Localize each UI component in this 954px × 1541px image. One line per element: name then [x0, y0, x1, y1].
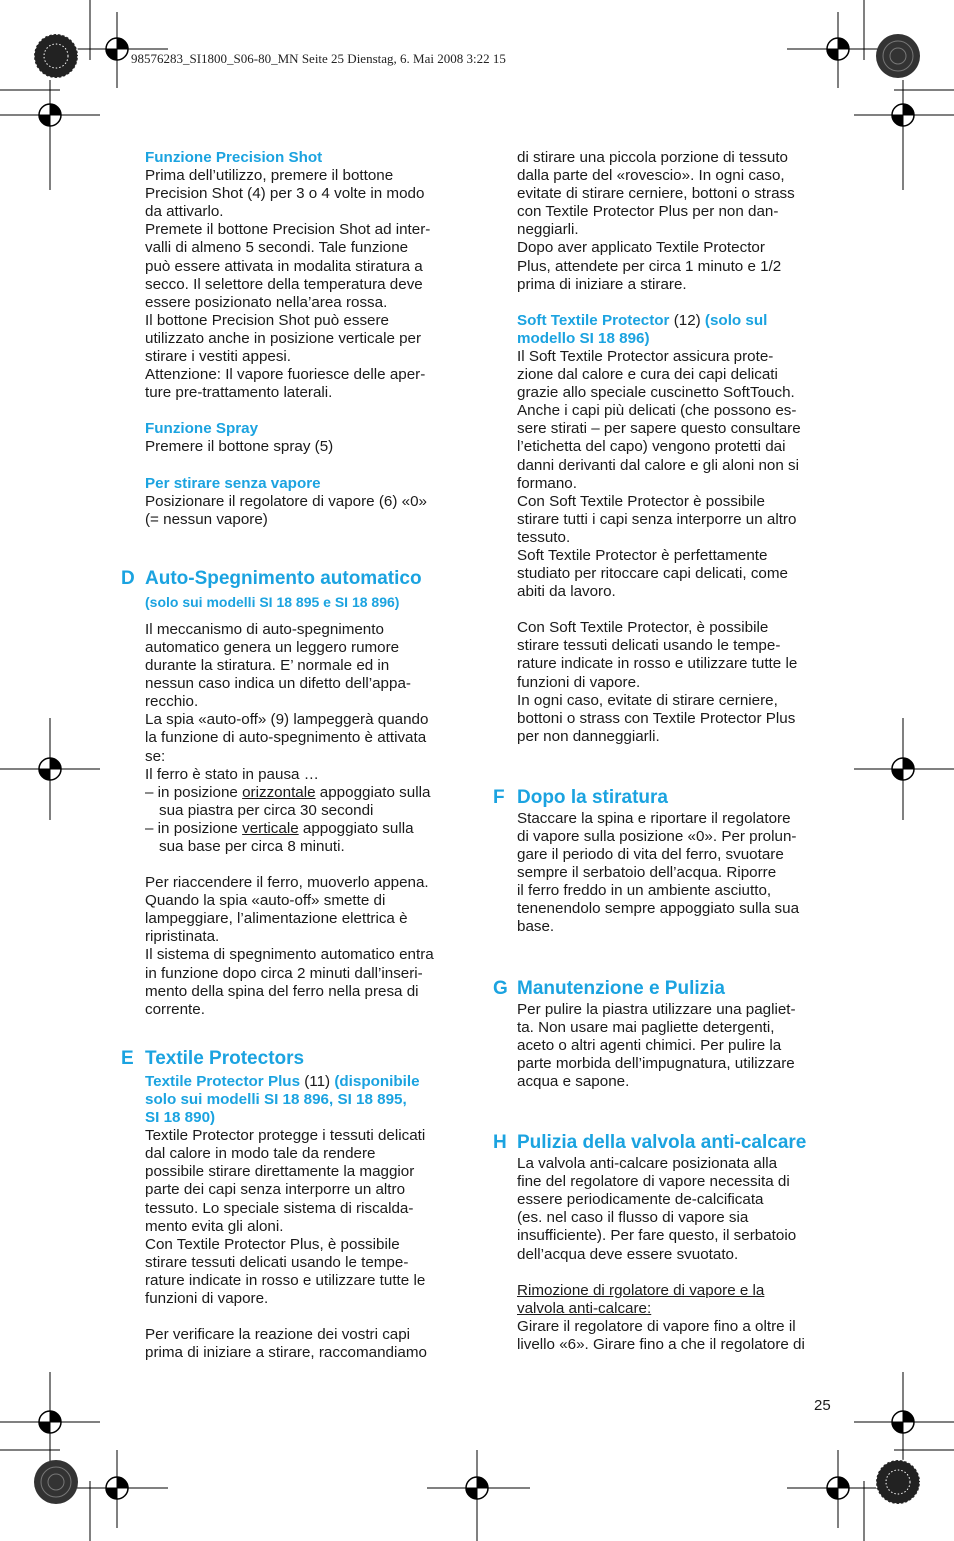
text-line: sempre il serbatoio dell’acqua. Riporre	[517, 864, 777, 882]
section-d-body1	[145, 621, 470, 784]
text-line: tessuto.	[517, 528, 571, 546]
text-line: lampeggiare, l’alimentazione elettrica è	[145, 910, 408, 928]
text-line: gare il periodo di vita del ferro, svuotare	[517, 846, 784, 864]
text-line: Premete il bottone Precision Shot ad inter-	[145, 221, 431, 239]
text-line: stirare tessuti delicati usando le tempe-	[517, 637, 781, 655]
text-line: Con Soft Textile Protector è possibile	[517, 492, 765, 510]
section-g-title: Manutenzione e Pulizia	[517, 977, 725, 999]
text-line: la funzione di auto-spegnimento è attivata	[145, 729, 427, 747]
text-line: prima di iniziare a stirare, raccomandiamo	[145, 1344, 427, 1362]
spray-title: Funzione Spray	[145, 420, 259, 438]
text-line: Il bottone Precision Shot può essere	[145, 311, 389, 329]
text-line: base.	[517, 918, 555, 936]
text-line: con Textile Protector Plus per non dan-	[517, 203, 779, 221]
section-d-letter: D	[121, 567, 135, 589]
text-line: formano.	[517, 474, 577, 492]
text-line: tenenendolo sempre appoggiato sulla sua	[517, 900, 800, 918]
section-h-heading	[493, 1131, 842, 1155]
textile-plus-avail-2: SI 18 890)	[145, 1109, 216, 1127]
bullet-horizontal: – in posizione orizzontale appoggiato sulla	[145, 783, 431, 801]
text-line: ta. Non usare mai pagliette detergenti,	[517, 1018, 775, 1036]
text-line: La spia «auto-off» (9) lampeggerà quando	[145, 711, 429, 729]
text-line: Precision Shot (4) per 3 o 4 volte in modo	[145, 185, 425, 203]
text-line: Il ferro è stato in pausa …	[145, 765, 319, 783]
text-line: Per pulire la piastra utilizzare una pagliet-	[517, 1000, 796, 1018]
text-line: l’etichetta del capo) vengono protetti dai	[517, 438, 786, 456]
text-line: danni derivanti dal calore e gli aloni non si	[517, 456, 799, 474]
text-line: prima di iniziare a stirare.	[517, 275, 687, 293]
text-line: tessuto. Lo speciale sistema di riscalda-	[145, 1199, 414, 1217]
text-line: evitate di stirare cerniere, bottoni o strass	[517, 185, 795, 203]
section-f-heading	[493, 786, 842, 810]
textile-plus-title: Textile Protector Plus (11) (disponibile	[145, 1072, 420, 1090]
section-e-heading	[121, 1047, 470, 1071]
text-line: (= nessun vapore)	[145, 510, 268, 528]
section-g-letter: G	[493, 977, 508, 999]
bullet-vertical: – in posizione verticale appoggiato sulla	[145, 819, 414, 837]
section-h-body1	[517, 1155, 842, 1264]
text-line: in funzione dopo circa 2 minuti dall’inseri-	[145, 964, 423, 982]
text-line: mento della spina del ferro nella presa di	[145, 982, 419, 1000]
section-f-letter: F	[493, 786, 505, 808]
text-line: (es. nel caso il flusso di vapore sia	[517, 1209, 749, 1227]
text-line: stirare tessuti delicati usando le tempe-	[145, 1253, 409, 1271]
text-line: funzioni di vapore.	[145, 1289, 269, 1307]
text-line: stirare i vestiti appesi.	[145, 348, 292, 366]
soft-body2	[517, 619, 842, 746]
text-line: Quando la spia «auto-off» smette di	[145, 892, 386, 910]
text-line: acqua e sapone.	[517, 1072, 630, 1090]
text-line: valli di almeno 5 secondi. Tale funzione	[145, 239, 409, 257]
text-line: Dopo aver applicato Textile Protector	[517, 239, 765, 257]
text-line: dalla parte del «rovescio». In ogni caso,	[517, 167, 785, 185]
section-e-body1	[145, 1127, 470, 1308]
section-h-title: Pulizia della valvola anti-calcare	[517, 1132, 807, 1154]
text-line: Posizionare il regolatore di vapore (6) «0»	[145, 492, 427, 510]
text-line: sere stirati – per sapere questo consultare	[517, 420, 801, 438]
text-line: Textile Protector protegge i tessuti delicati	[145, 1127, 426, 1145]
text-line: parte morbida dell’impugnatura, utilizzare	[517, 1054, 795, 1072]
text-line: zione dal calore e cura dei capi delicati	[517, 366, 778, 384]
text-line: può essere attivata in modalita stiratura a	[145, 257, 423, 275]
section-d-heading	[121, 567, 470, 591]
text-line: Attenzione: Il vapore fuoriesce delle aper-	[145, 366, 426, 384]
text-line: dell’acqua deve essere svuotato.	[517, 1245, 739, 1263]
text-line: utilizzato anche in posizione verticale per	[145, 329, 422, 347]
soft-body1	[517, 348, 842, 601]
text-line: studiato per ritoccare capi delicati, come	[517, 565, 788, 583]
section-h-body2	[517, 1318, 842, 1354]
novapor-body	[145, 493, 470, 529]
text-line: In ogni caso, evitate di stirare cerniere,	[517, 691, 778, 709]
section-d-title: Auto-Spegnimento automatico	[145, 567, 422, 589]
text-line: parte dei capi senza interporre un altro	[145, 1181, 406, 1199]
novapor-title: Per stirare senza vapore	[145, 474, 321, 492]
section-f-body	[517, 810, 842, 937]
text-line: Premere il bottone spray (5)	[145, 438, 334, 456]
text-line: Soft Textile Protector è perfettamente	[517, 546, 768, 564]
print-slug: 98576283_SI1800_S06-80_MN Seite 25 Dienstag, 6. Mai 2008 3:22 15	[131, 51, 506, 66]
text-line: automatico genera un leggero rumore	[145, 638, 400, 656]
text-line: Il sistema di spegnimento automatico entra	[145, 946, 434, 964]
text-line: per non danneggiarli.	[517, 727, 660, 745]
text-line: bottoni o strass con Textile Protector Plus	[517, 709, 796, 727]
section-h-letter: H	[493, 1132, 507, 1154]
text-line: Anche i capi più delicati (che possono es-	[517, 402, 797, 420]
section-e-body2	[145, 1326, 470, 1362]
removal-heading-1: Rimozione di rgolatore di vapore e la	[517, 1281, 765, 1299]
text-line: di stirare una piccola porzione di tessuto	[517, 149, 788, 166]
text-line: recchio.	[145, 693, 199, 711]
spray-body	[145, 438, 470, 456]
text-line: Prima dell’utilizzo, premere il bottone	[145, 167, 394, 185]
text-line: insufficiente). Per fare questo, il serbatoio	[517, 1227, 797, 1245]
text-line: nessun caso indica un difetto dell’appa-	[145, 675, 411, 693]
text-line: Plus, attendete per circa 1 minuto e 1/2	[517, 257, 782, 275]
page-number: 25	[814, 1397, 831, 1414]
text-line: abiti da lavoro.	[517, 583, 616, 601]
text-line: ripristinata.	[145, 928, 220, 946]
section-d-subtitle: (solo sui modelli SI 18 895 e SI 18 896)	[145, 593, 400, 610]
textile-plus-cont	[517, 149, 842, 294]
text-line: se:	[145, 747, 166, 765]
section-g-heading	[493, 977, 842, 1001]
text-line: Per riaccendere il ferro, muoverlo appena.	[145, 874, 429, 892]
removal-heading-2: valvola anti-calcare:	[517, 1299, 652, 1317]
precision-title: Funzione Precision Shot	[145, 149, 323, 166]
text-line: stirare tutti i capi senza interporre un altro	[517, 510, 797, 528]
section-e-title: Textile Protectors	[145, 1047, 305, 1069]
section-d-body2	[145, 874, 470, 1019]
section-f-title: Dopo la stiratura	[517, 786, 668, 808]
text-line: di vapore sulla posizione «0». Per prolun-	[517, 828, 797, 845]
text-line: livello «6». Girare fino a che il regolatore di	[517, 1335, 805, 1353]
text-line: ture pre-trattamento laterali.	[145, 384, 333, 402]
text-line: Il Soft Textile Protector assicura prote-	[517, 347, 774, 365]
bullet-vertical-cont: sua base per circa 8 minuti.	[159, 838, 345, 855]
text-line: rature indicate in rosso e utilizzare tutte le	[517, 655, 798, 673]
text-line: mento evita gli aloni.	[145, 1217, 284, 1235]
bullet-horizontal-cont: sua piastra per circa 30 secondi	[159, 801, 374, 819]
text-line: La valvola anti-calcare posizionata alla	[517, 1155, 778, 1173]
text-line: Girare il regolatore di vapore fino a oltre il	[517, 1317, 796, 1335]
text-line: da attivarlo.	[145, 203, 224, 221]
text-line: corrente.	[145, 1000, 205, 1018]
soft-title: Soft Textile Protector (12) (solo sul	[517, 311, 768, 329]
text-line: rature indicate in rosso e utilizzare tutte le	[145, 1271, 426, 1289]
text-line: funzioni di vapore.	[517, 673, 641, 691]
text-line: fine del regolatore di vapore necessita di	[517, 1173, 790, 1191]
text-line: Con Soft Textile Protector, è possibile	[517, 619, 769, 637]
text-line: essere periodicamente de-calcificata	[517, 1191, 764, 1209]
text-line: dal calore in modo tale da rendere	[145, 1145, 376, 1163]
text-line: Con Textile Protector Plus, è possibile	[145, 1235, 400, 1253]
text-line: Il meccanismo di auto-spegnimento	[145, 620, 384, 638]
text-line: aceto o altri agenti chimici. Per pulire la	[517, 1036, 782, 1054]
text-line: il ferro freddo in un ambiente asciutto,	[517, 882, 772, 900]
textile-plus-avail: solo sui modelli SI 18 896, SI 18 895,	[145, 1090, 407, 1108]
text-line: essere posizionato nella’area rossa.	[145, 293, 388, 311]
section-e-letter: E	[121, 1047, 134, 1069]
left-column	[121, 149, 470, 1362]
text-line: neggiarli.	[517, 221, 579, 239]
soft-avail: modello SI 18 896)	[517, 329, 650, 347]
text-line: possibile stirare direttamente la maggior	[145, 1163, 415, 1181]
text-line: durante la stiratura. E’ normale ed in	[145, 657, 390, 675]
text-line: grazie allo speciale cuscinetto SoftTouch.	[517, 384, 795, 402]
precision-body	[145, 167, 470, 402]
text-line: Staccare la spina e riportare il regolatore	[517, 809, 791, 827]
text-line: secco. Il selettore della temperatura deve	[145, 275, 423, 293]
right-column	[493, 149, 842, 1354]
section-g-body	[517, 1001, 842, 1091]
text-line: Per verificare la reazione dei vostri capi	[145, 1326, 411, 1344]
